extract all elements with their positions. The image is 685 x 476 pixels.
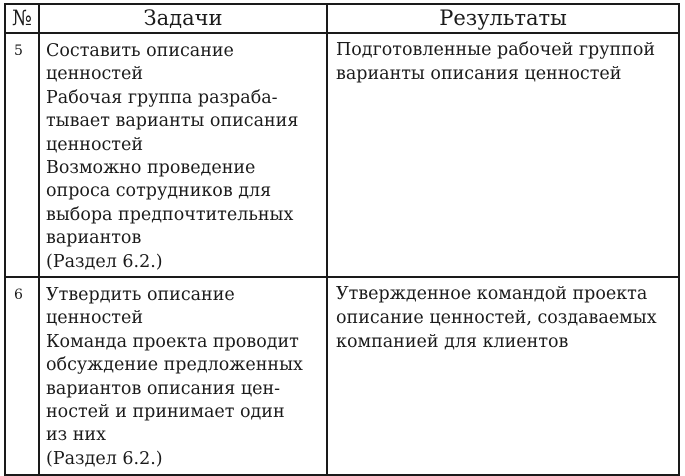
task-line: Рабочая группа разраба- xyxy=(46,87,278,108)
task-line: опроса сотрудников для xyxy=(46,181,272,202)
result-line: Подготовленные рабочей группой xyxy=(336,40,656,60)
task-line: Команда проекта проводит xyxy=(46,331,299,352)
row-number: 5 xyxy=(5,33,39,277)
task-line: обсуждение предложенных xyxy=(46,355,303,376)
task-cell xyxy=(39,33,327,277)
task-line: ценностей xyxy=(46,134,143,155)
task-line: вариантов описания цен- xyxy=(46,378,281,399)
task-line: Возможно проведение xyxy=(46,158,256,179)
result-line: описание ценностей, создаваемых xyxy=(336,308,657,328)
task-line: ностей и принимает один xyxy=(46,402,285,423)
result-cell xyxy=(327,277,679,475)
task-line: Утвердить описание xyxy=(46,285,235,305)
task-line: из них xyxy=(46,425,106,446)
result-line: варианты описания ценностей xyxy=(336,64,622,84)
table-row xyxy=(5,33,679,277)
result-cell xyxy=(327,33,679,277)
row-number: 6 xyxy=(5,277,39,475)
task-cell xyxy=(39,277,327,475)
header-number: № xyxy=(5,4,39,33)
task-line: выбора предпочтительных xyxy=(46,204,294,225)
result-line: компанией для клиентов xyxy=(336,332,569,352)
task-line: (Раздел 6.2.) xyxy=(46,251,163,272)
task-line: ценностей xyxy=(46,64,143,85)
task-line: (Раздел 6.2.) xyxy=(46,448,163,469)
tasks-results-table xyxy=(4,3,680,476)
result-line: Утвержденное командой проекта xyxy=(336,284,648,304)
table-row xyxy=(5,277,679,475)
task-line: вариантов xyxy=(46,228,142,249)
table-header-row xyxy=(5,4,679,33)
header-tasks: Задачи xyxy=(39,4,327,33)
task-line: тывает варианты описания xyxy=(46,111,299,132)
task-line: Составить описание xyxy=(46,41,234,61)
task-line: ценностей xyxy=(46,308,143,329)
header-results: Результаты xyxy=(327,4,679,33)
